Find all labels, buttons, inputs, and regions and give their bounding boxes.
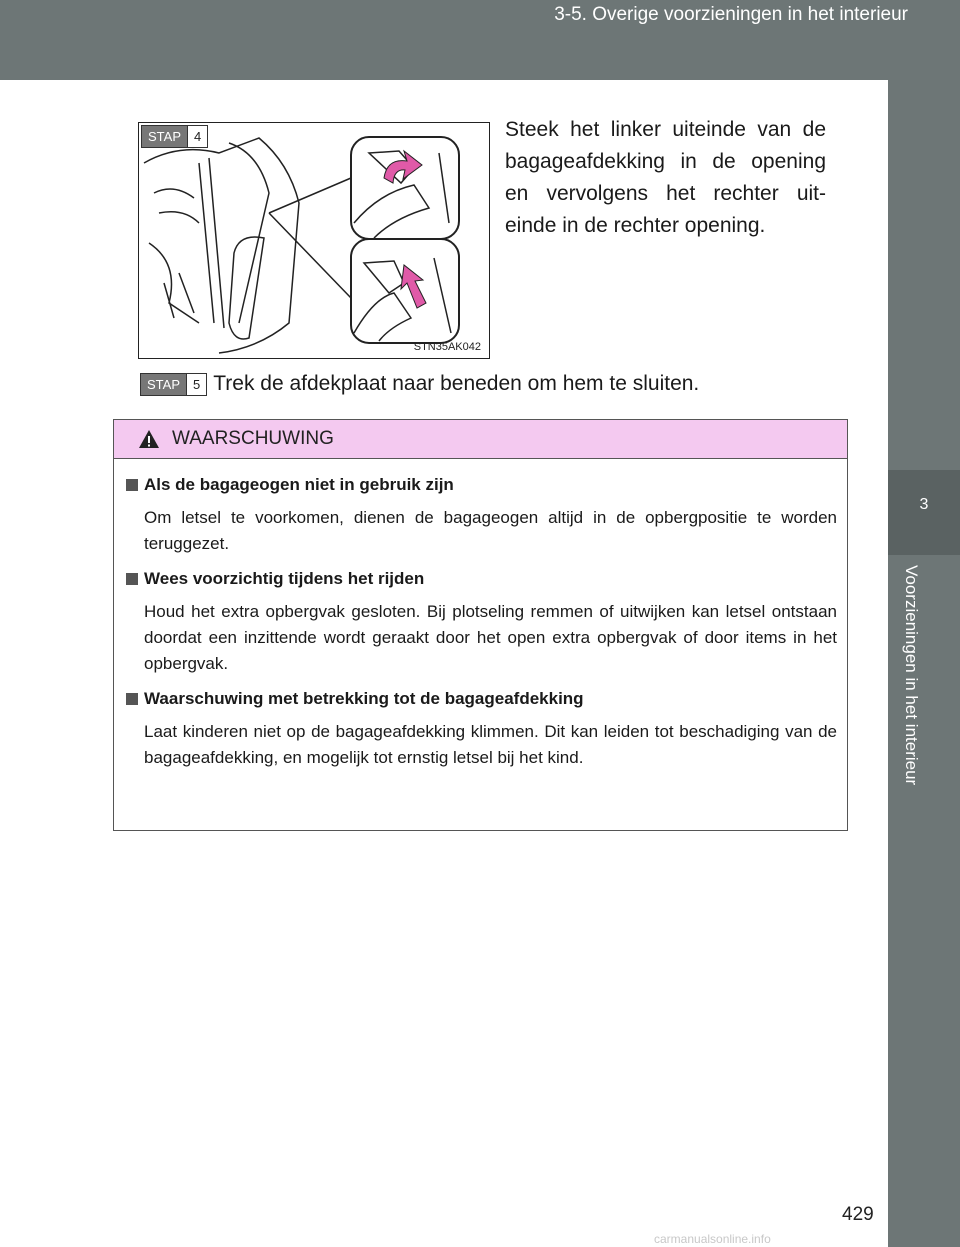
figure-code: STN35AK042	[413, 341, 481, 353]
page-number: 429	[842, 1204, 874, 1225]
page-header	[0, 0, 960, 80]
chapter-number: 3	[919, 496, 929, 513]
warning-item-text: Houd het extra opbergvak gesloten. Bij plotseling remmen of uitwijken kan letsel ontstaan doordat een inzittende wordt geraakt door het open extra opbergvak of door items in het opbergvak.	[144, 602, 837, 673]
step-5-text: Trek de afdekplaat naar beneden om hem te sluiten.	[213, 372, 700, 395]
warning-title: WAARSCHUWING	[172, 428, 334, 449]
warning-item-text: Om letsel te voorkomen, dienen de bagageogen altijd in de opbergpositie te worden teruggezet.	[144, 508, 837, 553]
step-5-badge	[140, 373, 207, 396]
step-number: 4	[187, 126, 207, 147]
warning-box	[113, 419, 848, 831]
step-number: 5	[186, 374, 206, 395]
section-title: 3-5. Overige voorzieningen in het interieur	[554, 4, 908, 25]
watermark: carmanualsonline.info	[654, 1232, 771, 1246]
chapter-title: Voorzieningen in het interieur	[902, 565, 921, 786]
square-bullet-icon	[126, 573, 138, 585]
step-4-illustration	[138, 122, 490, 359]
warning-item-title: Wees voorzichtig tijdens het rijden	[144, 569, 425, 588]
step-4-badge	[141, 125, 208, 148]
warning-item-title: Als de bagageogen niet in gebruik zijn	[144, 475, 454, 494]
cargo-cover-drawing	[139, 123, 489, 358]
warning-triangle-icon	[138, 429, 160, 449]
warning-item	[126, 473, 837, 557]
step-4-text: Steek het linker uiteinde van de bagageafdekking in de opening en vervolgens het rechter uit-einde in de rechter opening.	[505, 118, 826, 237]
warning-item	[126, 687, 837, 771]
step-5	[140, 372, 699, 396]
square-bullet-icon	[126, 693, 138, 705]
warning-item-text: Laat kinderen niet op de bagageafdekking klimmen. Dit kan leiden tot beschadiging van de bagageafdekking, en mogelijk tot ernstig letsel bij het kind.	[144, 722, 837, 767]
square-bullet-icon	[126, 479, 138, 491]
warning-item-title: Waarschuwing met betrekking tot de bagageafdekking	[144, 689, 584, 708]
step-label: STAP	[142, 126, 187, 147]
warning-header	[114, 420, 847, 459]
warning-item	[126, 567, 837, 677]
step-label: STAP	[141, 374, 186, 395]
